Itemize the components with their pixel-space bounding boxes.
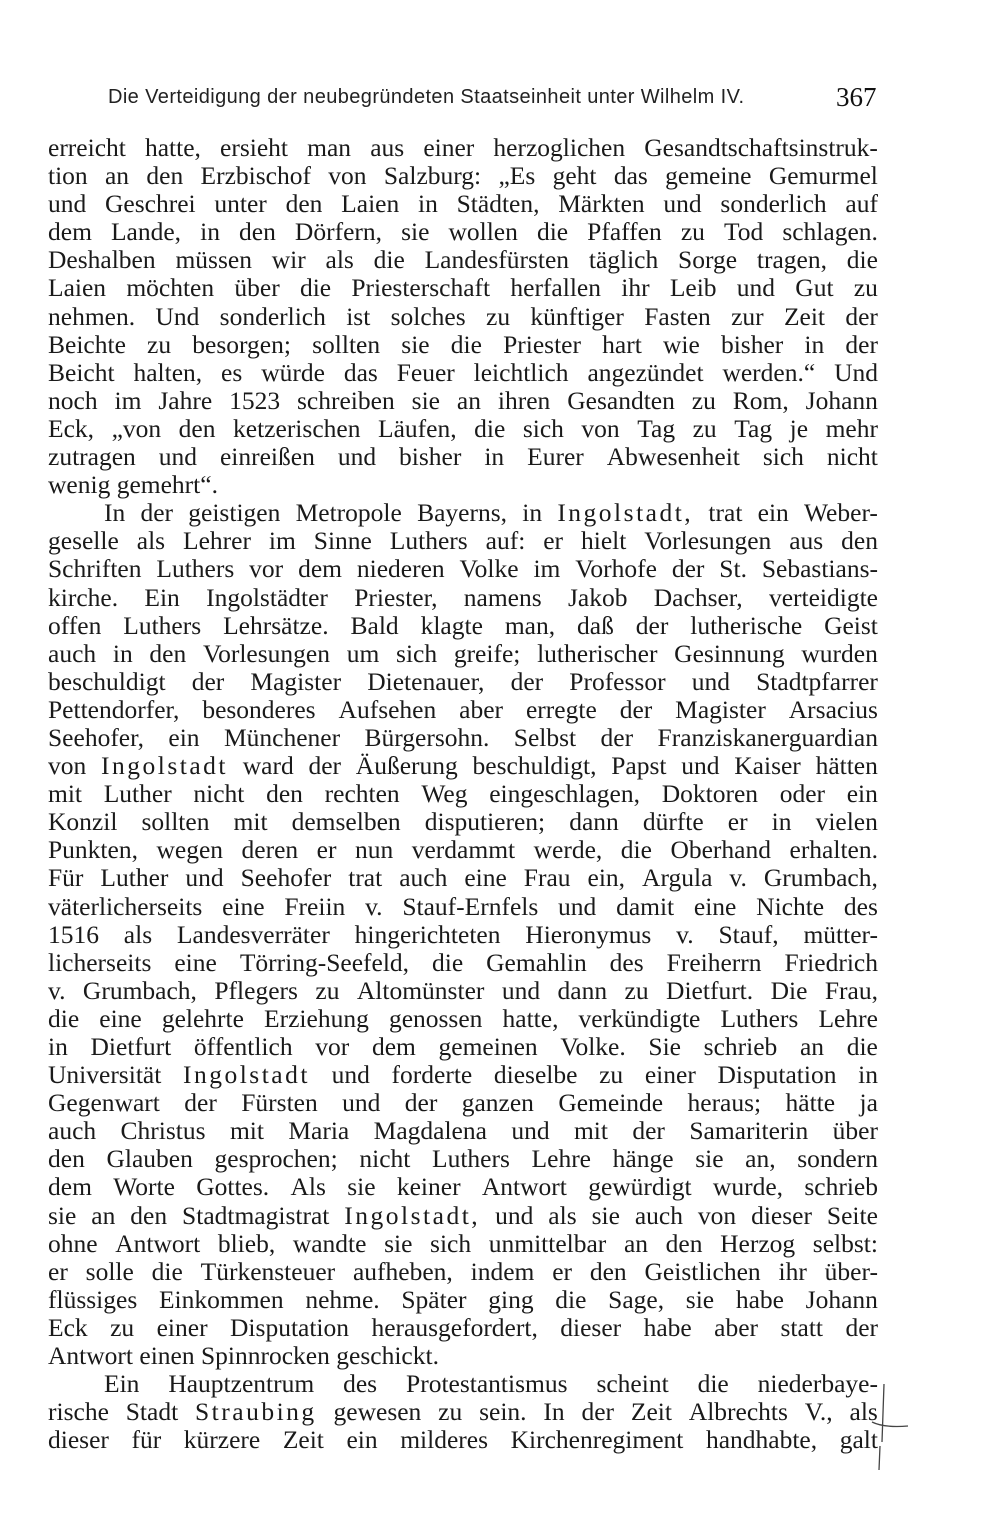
text-line: erreicht hatte, ersieht man aus einer herzoglichen Gesandtschaftsinstruk- xyxy=(48,134,878,162)
text-line: sie an den Stadtmagistrat Ingolstadt, und als sie auch von dieser Seite xyxy=(48,1201,878,1230)
text-line: dem Lande, in den Dörfern, sie wollen die Pfaffen zu Tod schlagen. xyxy=(48,218,878,247)
margin-pencil-mark xyxy=(870,1382,910,1472)
text-line: in Dietfurt öffentlich vor dem gemeinen Volke. Sie schrieb an die xyxy=(48,1033,878,1061)
text-line: väterlicherseits eine Freiin v. Stauf-Ernfels und damit eine Nichte des xyxy=(48,892,878,921)
text-line: Seehofer, ein Münchener Bürgersohn. Selbst der Franziskanerguardian xyxy=(48,723,878,752)
text-line: den Glauben gesprochen; nicht Luthers Lehre hänge sie an, sondern xyxy=(48,1145,878,1174)
text-line: Ein Hauptzentrum des Protestantismus scheint die niederbaye- xyxy=(104,1370,878,1399)
text-line: dieser für kürzere Zeit ein milderes Kirchenregiment handhabte, galt xyxy=(48,1426,878,1455)
text-line: er solle die Türkensteuer aufheben, indem er den Geistlichen ihr über- xyxy=(48,1257,878,1286)
text-line: die eine gelehrte Erziehung genossen hatte, verkündigte Luthers Lehre xyxy=(48,1004,878,1033)
text-line: 1516 als Landesverräter hingerichteten Hieronymus v. Stauf, mütter- xyxy=(48,920,878,949)
text-line: und Geschrei unter den Laien in Städten, Märkten und sonderlich auf xyxy=(48,190,878,219)
text-line: zutragen und einreißen und bisher in Eurer Abwesenheit sich nicht xyxy=(48,443,878,472)
text-line: rische Stadt Straubing gewesen zu sein. In der Zeit Albrechts V., als xyxy=(48,1398,878,1427)
running-head xyxy=(0,82,1000,122)
page-number: 367 xyxy=(836,82,877,112)
text-line: nehmen. Und sonderlich ist solches zu künftiger Fasten zur Zeit der xyxy=(48,302,878,331)
text-line: auch Christus mit Maria Magdalena und mit der Samariterin über xyxy=(48,1117,878,1146)
text-line: tion an den Erzbischof von Salzburg: „Es geht das gemeine Gemurmel xyxy=(48,162,878,191)
text-line: wenig gemehrt“. xyxy=(48,471,218,500)
text-line: Konzil sollten mit demselben disputieren; dann dürfte er in vielen xyxy=(48,808,878,837)
text-line: ohne Antwort blieb, wandte sie sich unmittelbar an den Herzog selbst: xyxy=(48,1229,878,1258)
text-line: Punkten, wegen deren er nun verdammt werde, die Oberhand erhalten. xyxy=(48,836,878,865)
text-line: geselle als Lehrer im Sinne Luthers auf: er hielt Vorlesungen aus den xyxy=(48,527,878,556)
text-line: kirche. Ein Ingolstädter Priester, namens Jakob Dachser, verteidigte xyxy=(48,583,878,612)
text-line: Beicht halten, es würde das Feuer leichtlich angezündet werden.“ Und xyxy=(48,358,878,387)
text-line: Gegenwart der Fürsten und der ganzen Gemeinde heraus; hätte ja xyxy=(48,1089,878,1118)
text-line: flüssiges Einkommen nehme. Später ging die Sage, sie habe Johann xyxy=(48,1285,878,1314)
text-line: Beichte zu besorgen; sollten sie die Priester hart wie bisher in der xyxy=(48,330,878,359)
body-text xyxy=(48,134,878,1454)
text-line: Deshalben müssen wir als die Landesfürsten täglich Sorge tragen, die xyxy=(48,246,878,275)
text-line: Eck, „von den ketzerischen Läufen, die sich von Tag zu Tag je mehr xyxy=(48,414,878,443)
text-line: auch in den Vorlesungen um sich greife; lutherischer Gesinnung wurden xyxy=(48,639,878,668)
text-line: Pettendorfer, besonderes Aufsehen aber erregte der Magister Arsacius xyxy=(48,695,878,724)
text-line: In der geistigen Metropole Bayerns, in Ingolstadt, trat ein Weber- xyxy=(104,499,878,528)
running-title: Die Verteidigung der neubegründeten Staatseinheit unter Wilhelm IV. xyxy=(108,86,745,108)
text-line: v. Grumbach, Pflegers zu Altomünster und dann zu Dietfurt. Die Frau, xyxy=(48,976,878,1005)
text-line: Schriften Luthers vor dem niederen Volke im Vorhofe der St. Sebastians- xyxy=(48,555,878,584)
text-line: Für Luther und Seehofer trat auch eine Frau ein, Argula v. Grumbach, xyxy=(48,864,878,893)
text-line: Laien möchten über die Priesterschaft herfallen ihr Leib und Gut zu xyxy=(48,274,878,303)
text-line: von Ingolstadt ward der Äußerung beschuldigt, Papst und Kaiser hätten xyxy=(48,752,878,781)
text-line: Antwort einen Spinnrocken geschickt. xyxy=(48,1342,439,1371)
text-line: licherseits eine Törring-Seefeld, die Gemahlin des Freiherrn Friedrich xyxy=(48,948,878,977)
text-line: mit Luther nicht den rechten Weg eingeschlagen, Doktoren oder ein xyxy=(48,780,878,809)
text-line: Universität Ingolstadt und forderte dieselbe zu einer Disputation in xyxy=(48,1061,878,1090)
text-line: dem Worte Gottes. Als sie keiner Antwort gewürdigt wurde, schrieb xyxy=(48,1173,878,1202)
text-line: offen Luthers Lehrsätze. Bald klagte man, daß der lutherische Geist xyxy=(48,611,878,640)
text-line: Eck zu einer Disputation herausgefordert, dieser habe aber statt der xyxy=(48,1313,878,1342)
text-line: beschuldigt der Magister Dietenauer, der Professor und Stadtpfarrer xyxy=(48,667,878,696)
text-line: noch im Jahre 1523 schreiben sie an ihren Gesandten zu Rom, Johann xyxy=(48,386,878,415)
